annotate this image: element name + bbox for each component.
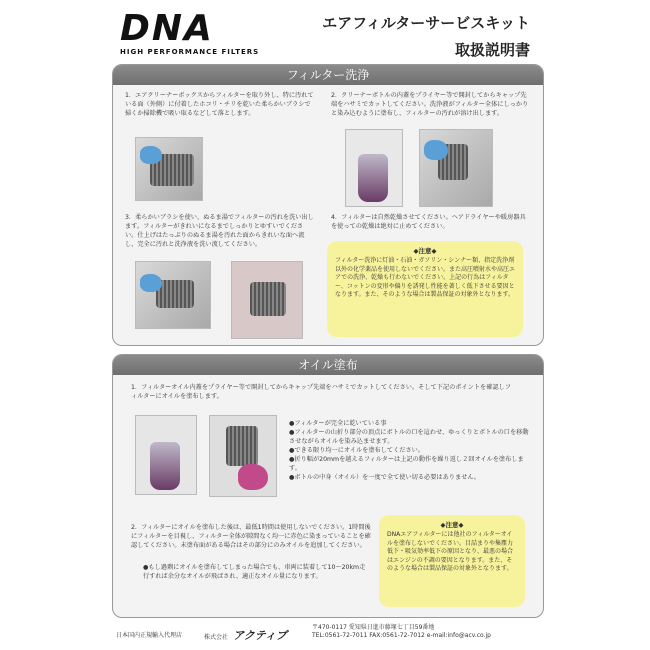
oil-step-1-text: 1．フィルターオイル内蓋をプライヤー等で開封してからキャップ先端をハサミでカットしてください。そして下記のポイントを確認しフィルターにオイルを塗布します。 [131,384,511,400]
photo-soaking [231,261,303,339]
caution-body: フィルター洗浄に灯油・石油・ガソリン・シンナー類、指定洗浄剤以外の化学薬品を使用しないでください。また高圧噴射水や高圧エアでの洗浄、乾燥も行わないでください。上記の行為はフィルター、コットンの変形や偏りを誘発し性能を著しく低下させる要因となります。また、そのような場合は製品保証の対象外となります。 [335,257,516,299]
section-title: フィルター洗浄 [113,65,543,85]
oil-step-2-extra: ●もし過剰にオイルを塗布してしまった場合でも、車両に装着して10～20km走行すれば余分なオイルが飛ばされ、適正なオイル量になります。 [143,564,366,580]
oil-point-3: ●できる限り均一にオイルを塗布してください。 [289,447,425,454]
step-2-text: 2．クリーナーボトルの内蓋をプライヤー等で開封してからキャップ先端をハサミでカットしてください。洗浄液がフィルター全体にしっかりと染み込むように塗布し、フィルターの汚れが溶け出します。 [331,92,529,117]
oil-point-2: ●フィルターの山折り部分の頂点にボトルの口を這わせ、ゆっくりとボトルの口を移動させながらオイルを染み込ませます。 [289,429,529,445]
oiling-caution-box [379,515,525,607]
oil-points-list [289,419,529,482]
step-3-text: 3．柔らかいブラシを使い、ぬるま湯でフィルターの汚れを洗い出します。フィルターがきれいになるまでしっかりとゆすいでください。仕上げはたっぷりのぬるま湯を汚れた面からきれいな面へ流し、完全に汚れと洗浄液を洗い流してください。 [125,214,314,248]
oil-point-4: ●折り幅が20mmを越えるフィルターは上記の動作を繰り返し２回オイルを塗布します。 [289,456,524,472]
importer-label: 日本国内正規輸入代理店 [116,632,183,639]
cleaning-caution-box [327,241,523,337]
brand-logo [120,8,260,56]
company-address: 〒470-0117 愛知県日進市藤塚七丁目59番地 [312,624,435,631]
subtitle-line: 取扱説明書 [454,41,530,59]
photo-oiling-filter [209,415,277,497]
caution-body: DNAエアフィルターには他社のフィルターオイルを塗布しないでください。目詰まりや集塵力低下・吸気効率低下の原因となり、最悪の場合はエンジンの不調の要因となります。また、そのような場合は製品保証の対象外となります。 [387,531,514,573]
photo-rinsing [135,261,211,329]
photo-applying-cleaner [419,129,493,207]
company-name [204,624,287,643]
oil-point-5: ●ボトルの中身（オイル）を一度で全て使い切る必要はありません。 [289,474,481,481]
caution-title: ◆注意◆ [440,521,464,529]
photo-oil-bottle [135,415,197,495]
logo-text: DNA [120,8,214,49]
company-logo-text: アクティブ [233,629,287,642]
step-4-text: 4．フィルターは自然乾燥させてください。ヘアドライヤーや暖房器具を使っての乾燥は絶対に止めてください。 [331,214,526,230]
section-oiling [112,354,544,618]
company-contact: TEL:0561-72-7011 FAX:0561-72-7012 e-mail:info@acv.co.jp [312,632,491,639]
caution-title: ◆注意◆ [413,247,437,255]
logo-subtitle: HIGH PERFORMANCE FILTERS [120,48,260,56]
oil-point-1: ●フィルターが完全に乾いている事 [289,420,387,427]
company-prefix: 株式会社 [204,634,229,641]
step-1-text: 1．エアクリーナーボックスからフィルターを取り外し、特に汚れている面（外側）に付着したホコリ・チリを乾いた柔らかいブラシで掃くか掃除機で吸い取るなどして落とします。 [125,92,314,117]
title-line: エアフィルターサービスキット [322,14,530,32]
oil-step-2-text: 2．フィルターにオイルを塗布した後は、最低1時間は使用しないでください。1時間後にフィルターを目視し、フィルター全体が隙間なく均一に赤色に染まっていることを確認してください。未塗布面がある場合はその部分にのみオイルを追加してください。 [131,524,371,549]
photo-bottle [345,129,403,207]
section-title: オイル塗布 [113,355,543,375]
photo-brushing [135,137,203,201]
document-title [300,12,530,60]
section-cleaning [112,64,544,346]
